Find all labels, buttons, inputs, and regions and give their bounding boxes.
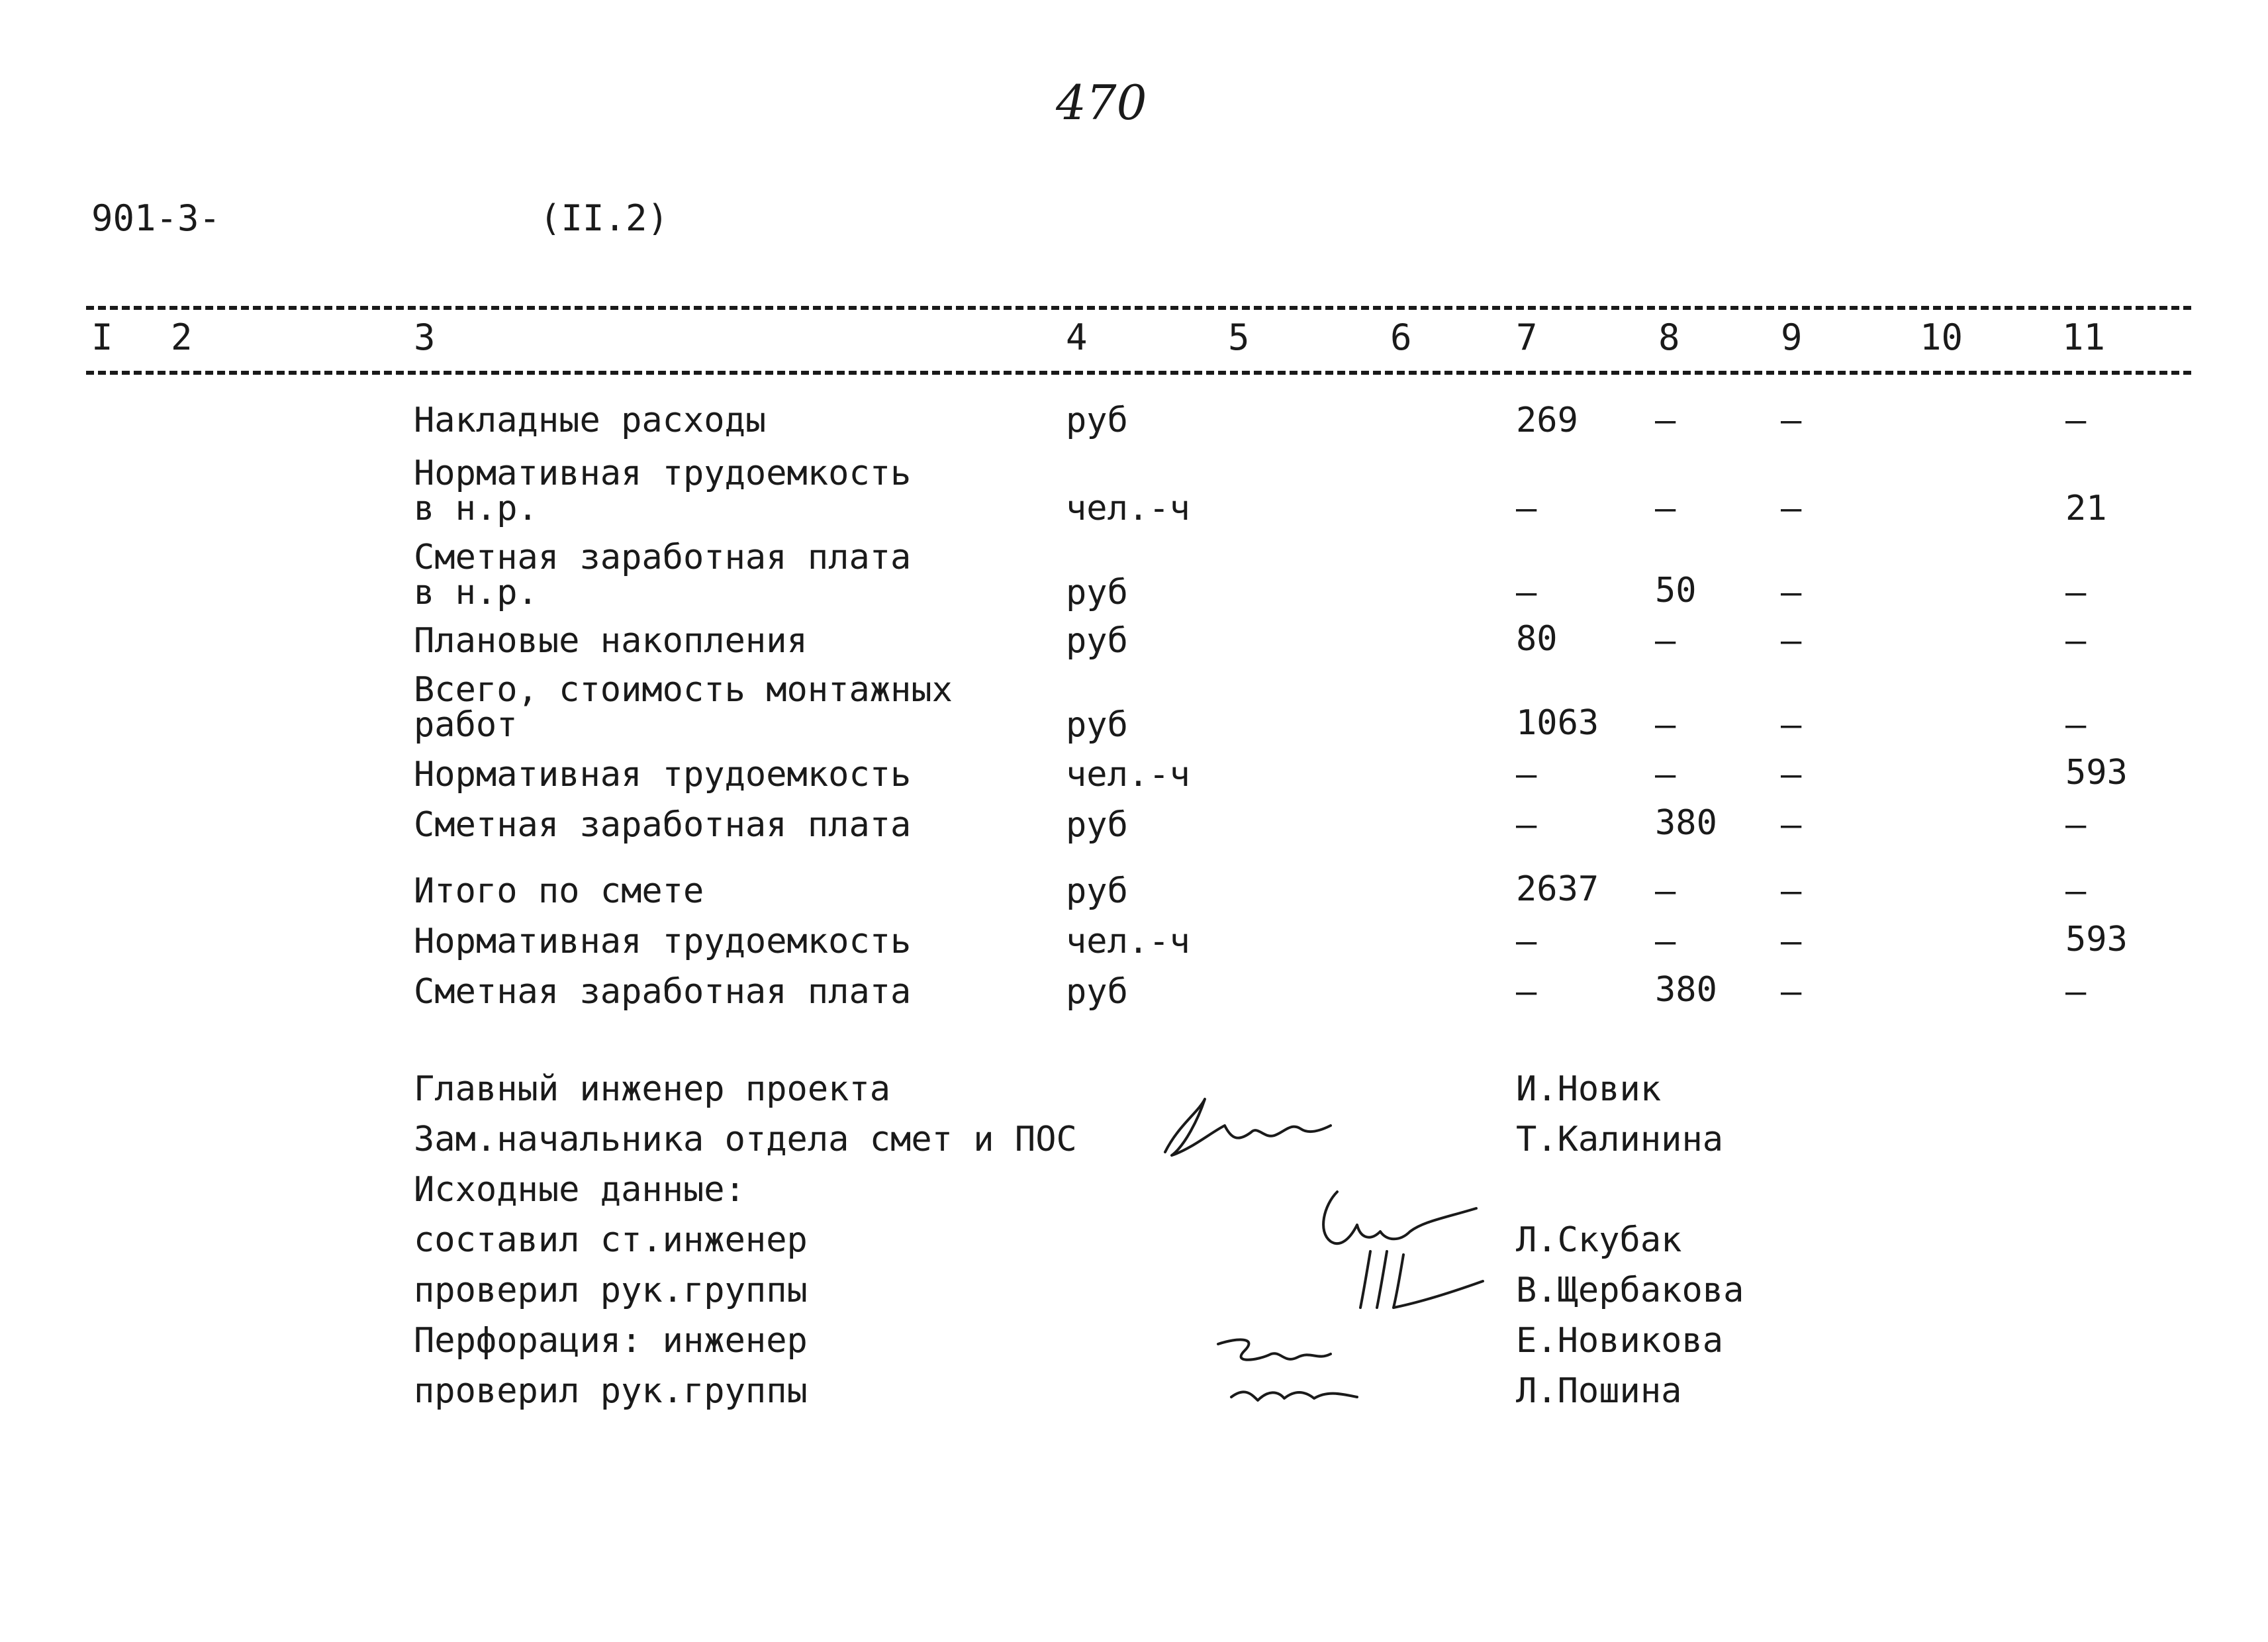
document-code: 901-3- bbox=[91, 197, 221, 239]
row-unit: руб bbox=[1066, 705, 1128, 745]
column-header: 8 bbox=[1658, 316, 1680, 358]
row-name-continued: в н.р. bbox=[414, 573, 538, 612]
cell-col11: 21 bbox=[2065, 489, 2107, 528]
cell-col11: – bbox=[2065, 972, 2087, 1012]
row-unit: чел.-ч bbox=[1066, 489, 1190, 528]
row-name: Плановые накопления bbox=[414, 621, 808, 661]
column-header: 7 bbox=[1516, 316, 1538, 358]
column-header: 5 bbox=[1228, 316, 1250, 358]
cell-col9: – bbox=[1781, 805, 1802, 845]
cell-col9: – bbox=[1781, 705, 1802, 745]
column-header: 4 bbox=[1066, 316, 1088, 358]
cell-col9: – bbox=[1781, 922, 1802, 961]
row-name: Нормативная трудоемкость bbox=[414, 922, 912, 961]
cell-col11: 593 bbox=[2065, 753, 2128, 793]
signature-role: Исходные данные: bbox=[414, 1170, 745, 1210]
cell-col7: – bbox=[1516, 805, 1537, 845]
cell-col11: – bbox=[2065, 401, 2087, 440]
row-name: Итого по смете bbox=[414, 871, 704, 911]
row-unit: руб bbox=[1066, 573, 1128, 612]
row-unit: руб bbox=[1066, 401, 1128, 440]
cell-col8: – bbox=[1655, 401, 1676, 440]
column-header: I bbox=[91, 316, 113, 358]
cell-col11: – bbox=[2065, 621, 2087, 661]
handwritten-signature bbox=[1350, 1245, 1509, 1318]
cell-col8: 380 bbox=[1655, 970, 1717, 1010]
header-bottom-rule bbox=[86, 371, 2191, 375]
row-name: Сметная заработная плата bbox=[414, 805, 912, 845]
column-header: 9 bbox=[1781, 316, 1803, 358]
signature-name: Т.Калинина bbox=[1516, 1120, 1724, 1159]
cell-col11: – bbox=[2065, 573, 2087, 612]
signature-role: проверил рук.группы bbox=[414, 1271, 808, 1310]
page-number: 470 bbox=[1056, 75, 1147, 130]
signature-role: Перфорация: инженер bbox=[414, 1321, 808, 1361]
signature-name: Л.Скубак bbox=[1516, 1220, 1682, 1260]
cell-col8: 380 bbox=[1655, 803, 1717, 843]
row-unit: чел.-ч bbox=[1066, 922, 1190, 961]
signature-role: Зам.начальника отдела смет и ПОС bbox=[414, 1120, 1077, 1159]
cell-col9: – bbox=[1781, 489, 1802, 528]
row-unit: руб bbox=[1066, 621, 1128, 661]
signature-name: В.Щербакова bbox=[1516, 1271, 1744, 1310]
column-header: 10 bbox=[1920, 316, 1963, 358]
row-name: Нормативная трудоемкость bbox=[414, 755, 912, 795]
cell-col11: – bbox=[2065, 705, 2087, 745]
header-top-rule bbox=[86, 306, 2191, 310]
column-header: 2 bbox=[171, 316, 193, 358]
cell-col7: 80 bbox=[1516, 619, 1558, 659]
column-header: 6 bbox=[1390, 316, 1412, 358]
cell-col7: – bbox=[1516, 922, 1537, 961]
cell-col9: – bbox=[1781, 755, 1802, 795]
cell-col9: – bbox=[1781, 573, 1802, 612]
row-unit: чел.-ч bbox=[1066, 755, 1190, 795]
cell-col8: – bbox=[1655, 705, 1676, 745]
signature-name: И.Новик bbox=[1516, 1069, 1662, 1109]
handwritten-signature bbox=[1158, 1086, 1357, 1165]
signature-role: Главный инженер проекта bbox=[414, 1069, 891, 1109]
cell-col7: – bbox=[1516, 972, 1537, 1012]
cell-col8: – bbox=[1655, 922, 1676, 961]
cell-col11: – bbox=[2065, 805, 2087, 845]
cell-col11: 593 bbox=[2065, 920, 2128, 959]
cell-col11: – bbox=[2065, 871, 2087, 911]
cell-col7: – bbox=[1516, 755, 1537, 795]
cell-col8: – bbox=[1655, 489, 1676, 528]
cell-col7: 2637 bbox=[1516, 869, 1599, 909]
cell-col7: – bbox=[1516, 573, 1537, 612]
cell-col7: 269 bbox=[1516, 401, 1578, 440]
signature-name: Е.Новикова bbox=[1516, 1321, 1724, 1361]
row-unit: руб bbox=[1066, 871, 1128, 911]
signature-role: составил ст.инженер bbox=[414, 1220, 808, 1260]
row-name-continued: в н.р. bbox=[414, 489, 538, 528]
row-unit: руб bbox=[1066, 972, 1128, 1012]
row-name: Всего, стоимость монтажных bbox=[414, 670, 953, 710]
cell-col8: 50 bbox=[1655, 571, 1697, 610]
cell-col8: – bbox=[1655, 621, 1676, 661]
cell-col9: – bbox=[1781, 401, 1802, 440]
handwritten-signature bbox=[1205, 1324, 1403, 1424]
cell-col9: – bbox=[1781, 621, 1802, 661]
row-name-continued: работ bbox=[414, 705, 518, 745]
row-name: Нормативная трудоемкость bbox=[414, 454, 912, 493]
cell-col8: – bbox=[1655, 755, 1676, 795]
column-header: 3 bbox=[414, 316, 436, 358]
row-name: Накладные расходы bbox=[414, 401, 767, 440]
row-name: Сметная заработная плата bbox=[414, 538, 912, 577]
signature-name: Л.Пошина bbox=[1516, 1371, 1682, 1411]
cell-col7: – bbox=[1516, 489, 1537, 528]
cell-col9: – bbox=[1781, 972, 1802, 1012]
row-unit: руб bbox=[1066, 805, 1128, 845]
cell-col7: 1063 bbox=[1516, 703, 1599, 743]
section-number: (II.2) bbox=[540, 197, 669, 239]
cell-col8: – bbox=[1655, 871, 1676, 911]
cell-col9: – bbox=[1781, 871, 1802, 911]
row-name: Сметная заработная плата bbox=[414, 972, 912, 1012]
signature-role: проверил рук.группы bbox=[414, 1371, 808, 1411]
column-header: 11 bbox=[2062, 316, 2106, 358]
